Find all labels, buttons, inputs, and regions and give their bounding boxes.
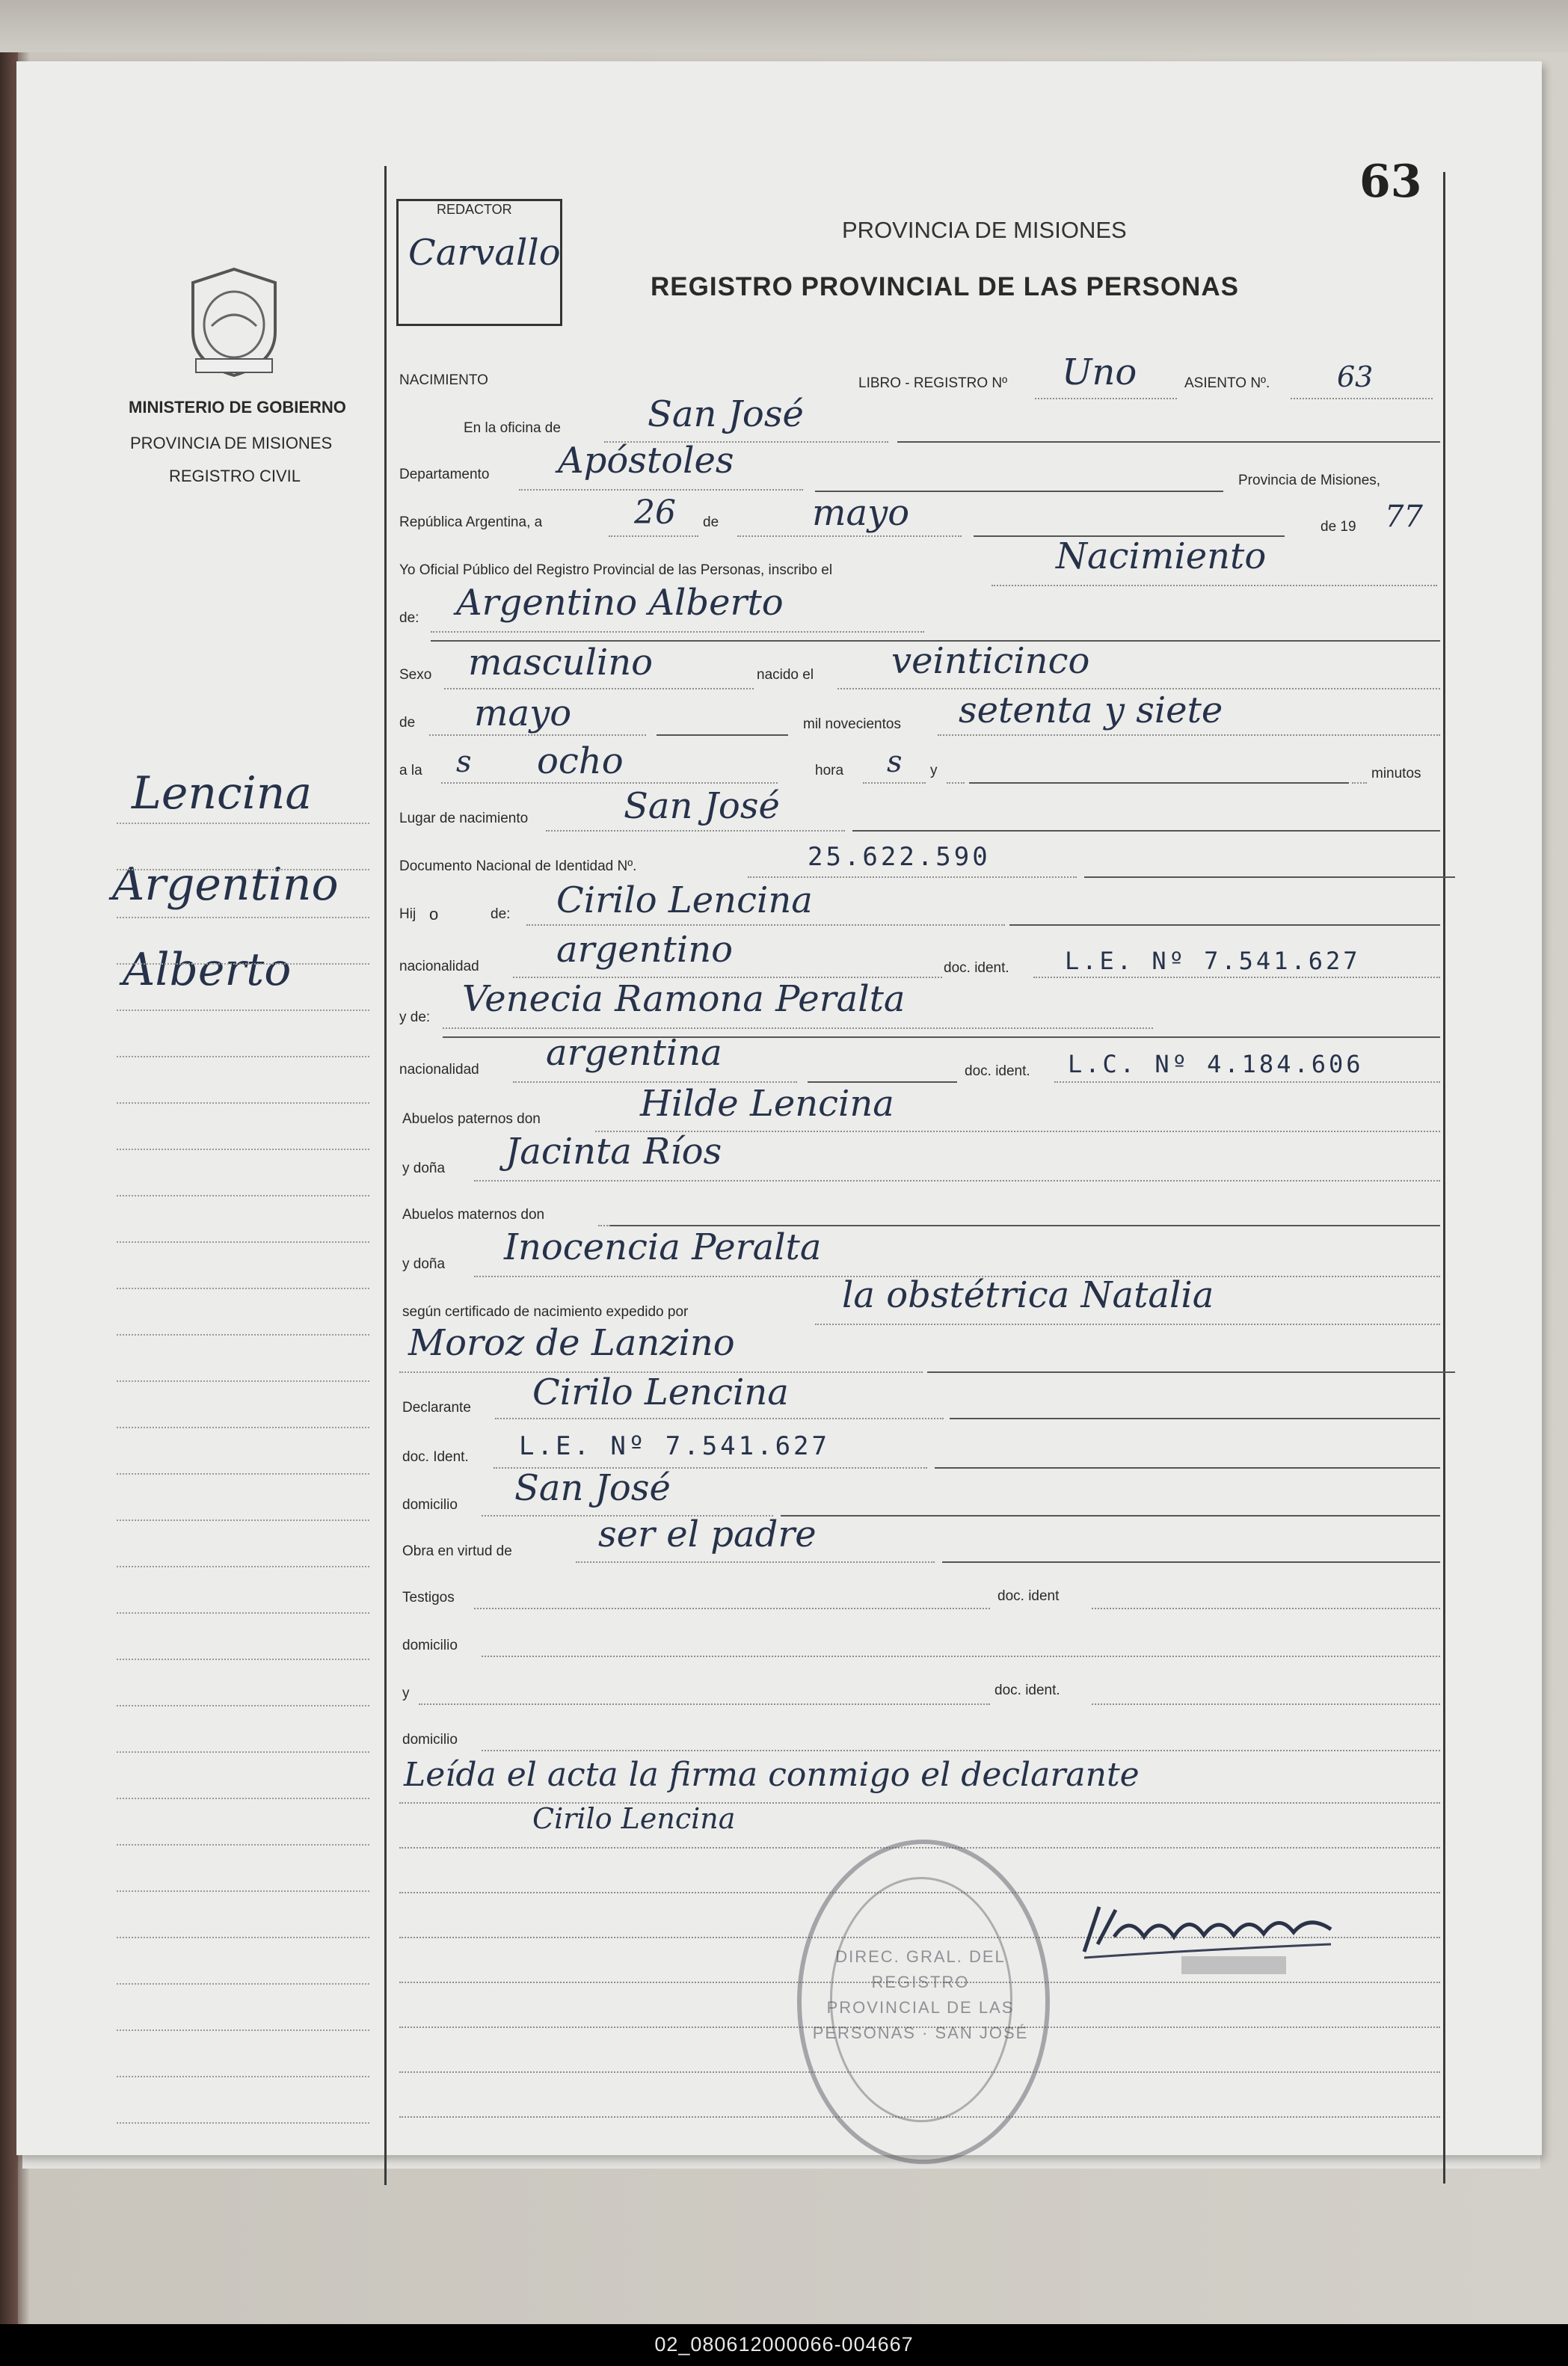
- y-de-label: y de:: [399, 1010, 431, 1025]
- margin-rule: [117, 1705, 369, 1706]
- anio-value: 77: [1385, 500, 1423, 534]
- book-spine: [0, 52, 18, 2341]
- scan-top-edge: [0, 0, 1568, 52]
- doc-madre-line: [1054, 1081, 1440, 1083]
- margin-rule: [117, 1520, 369, 1521]
- dia-value: 26: [634, 494, 676, 532]
- oficina-value: San José: [648, 393, 804, 435]
- hijo-suffix: o: [429, 905, 439, 924]
- minutos-line-dotted: [947, 782, 965, 784]
- closing-text: Leída el acta la firma conmigo el declarante: [404, 1756, 1140, 1794]
- declarante-value: Cirilo Lencina: [532, 1371, 789, 1413]
- certificado-2-value: Moroz de Lanzino: [408, 1322, 735, 1364]
- lugar-line-dotted: [546, 830, 845, 832]
- doc-ident-label: doc. ident.: [944, 960, 1009, 976]
- lugar-line: [852, 830, 1440, 832]
- dni-line: [1084, 876, 1455, 878]
- de2-label: de: [399, 715, 416, 731]
- hora-value-line: [441, 782, 778, 784]
- margin-rule: [117, 963, 369, 965]
- sexo-line: [444, 688, 754, 689]
- margin-rule: [117, 1566, 369, 1567]
- asiento-label: ASIENTO Nº.: [1184, 375, 1270, 391]
- margin-rule: [117, 1844, 369, 1846]
- doc-ident5-label: doc. ident.: [994, 1683, 1060, 1698]
- civil-registry-label: REGISTRO CIVIL: [169, 467, 301, 485]
- nombre-value: Argentino Alberto: [456, 582, 784, 624]
- padre-line: [1009, 924, 1440, 926]
- y-dona-label: y doña: [402, 1161, 446, 1176]
- sexo-label: Sexo: [399, 667, 432, 683]
- libro-value: Uno: [1062, 351, 1137, 393]
- margin-surname: Lencina: [132, 767, 313, 820]
- abuela-paterna-line: [474, 1180, 1440, 1182]
- anio-nac-line: [938, 734, 1440, 736]
- nacimiento-label: NACIMIENTO: [399, 372, 488, 388]
- provincia-misiones-label: Provincia de Misiones,: [1238, 473, 1381, 488]
- abuelos-paternos-label: Abuelos paternos don: [402, 1111, 541, 1127]
- de-label: de: [703, 514, 719, 530]
- page-number: 63: [1359, 156, 1422, 208]
- doc-declarante-line: [935, 1467, 1440, 1469]
- a-la-suffix: s: [456, 745, 472, 779]
- domicilio-label: domicilio: [402, 1497, 458, 1513]
- margin-rule: [117, 1288, 369, 1289]
- margin-rule: [117, 823, 369, 824]
- libro-line: [1035, 398, 1177, 399]
- nacionalidad-label: nacionalidad: [399, 959, 479, 974]
- asiento-line: [1291, 398, 1433, 399]
- ministry-label: MINISTERIO DE GOBIERNO: [129, 398, 346, 417]
- de3-label: de:: [491, 906, 511, 922]
- minutos-tail: [1352, 782, 1367, 784]
- doc-padre-value: L.E. Nº 7.541.627: [1065, 947, 1361, 975]
- margin-rule: [117, 1937, 369, 1938]
- doc-padre-line: [1033, 977, 1440, 978]
- testigos-line: [474, 1608, 990, 1609]
- departamento-label: Departamento: [399, 467, 490, 482]
- mes-value: mayo: [812, 492, 910, 534]
- margin-rule: [117, 869, 369, 870]
- abuelos-maternos-label: Abuelos maternos don: [402, 1207, 545, 1223]
- oficial-label: Yo Oficial Público del Registro Provincial de las Personas, inscribo el: [399, 562, 833, 578]
- y-label: y: [930, 763, 938, 778]
- margin-rule: [117, 1473, 369, 1475]
- oficina-line: [897, 441, 1440, 443]
- anio-nac-value: setenta y siete: [959, 689, 1223, 731]
- scan-id: 02_080612000066-004667: [654, 2333, 914, 2356]
- margin-rule: [117, 1890, 369, 1892]
- mil-novecientos-label: mil novecientos: [803, 716, 901, 732]
- nacionalidad2-label: nacionalidad: [399, 1062, 479, 1078]
- sexo-value: masculino: [468, 642, 654, 683]
- nac-padre-value: argentino: [556, 929, 734, 971]
- nacido-el-label: nacido el: [757, 667, 814, 683]
- doc-ident3-label: doc. Ident.: [402, 1449, 469, 1465]
- margin-rule: [117, 1983, 369, 1985]
- margin-rule: [117, 1612, 369, 1614]
- testigos-label: Testigos: [402, 1590, 455, 1606]
- a-la-label: a la: [399, 763, 422, 778]
- y-dona2-label: y doña: [402, 1256, 446, 1272]
- padre-value: Cirilo Lencina: [556, 879, 813, 921]
- de-19-label: de 19: [1320, 519, 1356, 535]
- stamp-text: DIREC. GRAL. DEL REGISTRO PROVINCIAL DE LAS PERSONAS · SAN JOSÉ: [812, 1947, 1029, 2042]
- oficina-label: En la oficina de: [464, 420, 561, 436]
- dni-value: 25.622.590: [808, 842, 991, 872]
- minutos-label: minutos: [1371, 766, 1421, 781]
- obra-line-dotted: [576, 1561, 935, 1563]
- domicilio3-label: domicilio: [402, 1732, 458, 1748]
- acto-line: [991, 585, 1437, 586]
- y2-label: y: [402, 1686, 410, 1701]
- dni-line-dotted: [748, 876, 1077, 878]
- header-province: PROVINCIA DE MISIONES: [842, 217, 1127, 243]
- official-signature-scribble: [1077, 1892, 1361, 1982]
- dia-line: [609, 535, 698, 537]
- declarante-label: Declarante: [402, 1400, 471, 1416]
- madre-line-dotted: [443, 1027, 1153, 1029]
- hora-value: ocho: [537, 740, 624, 782]
- doc-declarante-value: L.E. Nº 7.541.627: [519, 1431, 830, 1461]
- certificado-2-line: [927, 1371, 1455, 1373]
- margin-first-name: Argentino: [112, 858, 339, 911]
- margin-rule: [117, 2122, 369, 2124]
- madre-value: Venecia Ramona Peralta: [462, 978, 906, 1020]
- asiento-value: 63: [1337, 360, 1374, 393]
- margin-rule: [117, 1010, 369, 1011]
- dni-label: Documento Nacional de Identidad Nº.: [399, 858, 637, 874]
- right-form-border: [1443, 172, 1445, 2184]
- obra-value: ser el padre: [598, 1514, 817, 1555]
- margin-rule: [117, 917, 369, 918]
- margin-rule: [117, 1427, 369, 1428]
- margin-rule: [117, 2076, 369, 2077]
- acto-value: Nacimiento: [1056, 535, 1267, 577]
- mes-nac-value: mayo: [474, 692, 572, 734]
- hora-suffix-line: [863, 782, 926, 784]
- margin-rule: [117, 1334, 369, 1336]
- domicilio2-line: [482, 1656, 1440, 1657]
- departamento-value: Apóstoles: [558, 440, 734, 482]
- margin-rule: [117, 1102, 369, 1104]
- abuela-materna-value: Inocencia Peralta: [504, 1226, 822, 1268]
- padre-line-dotted: [526, 924, 1005, 926]
- margin-rule: [117, 1056, 369, 1057]
- margin-rule: [117, 2029, 369, 2031]
- domicilio-line: [781, 1515, 1440, 1517]
- domicilio2-label: domicilio: [402, 1638, 458, 1653]
- margin-rule: [117, 1659, 369, 1660]
- mes-nac-line-dotted: [429, 734, 646, 736]
- abuelo-paterno-line: [595, 1131, 1440, 1132]
- abuelo-paterno-value: Hilde Lencina: [640, 1083, 894, 1125]
- margin-second-name: Alberto: [123, 944, 292, 996]
- declarante-line-dotted: [495, 1418, 944, 1419]
- y2-doc-line: [1092, 1703, 1440, 1705]
- margin-rule: [117, 1798, 369, 1799]
- margin-rule: [117, 1149, 369, 1150]
- mes-nac-line: [657, 734, 788, 736]
- margin-rule: [117, 1195, 369, 1196]
- declarante-line: [950, 1418, 1440, 1419]
- province-label: PROVINCIA DE MISIONES: [130, 434, 333, 452]
- lugar-label: Lugar de nacimiento: [399, 811, 529, 826]
- provincial-emblem-icon: [185, 266, 283, 378]
- scan-footer-bar: [0, 2324, 1568, 2366]
- redactor-label: REDACTOR: [437, 202, 512, 217]
- margin-rule: [117, 1380, 369, 1382]
- nacido-el-value: veinticinco: [891, 640, 1090, 682]
- libro-label: LIBRO - REGISTRO Nº: [858, 375, 1008, 391]
- margin-rule: [117, 1751, 369, 1753]
- doc-ident4-label: doc. ident: [997, 1588, 1060, 1604]
- hijo-label: Hij: [399, 906, 416, 922]
- redactor-name: Carvallo: [408, 232, 561, 274]
- mes-line-dotted: [737, 535, 962, 537]
- nac-madre-value: argentina: [546, 1032, 722, 1074]
- de-colon-label: de:: [399, 610, 419, 626]
- left-form-border: [384, 166, 387, 2185]
- minutos-line: [969, 782, 1349, 784]
- segun-label: según certificado de nacimiento expedido por: [402, 1304, 689, 1320]
- header-title: REGISTRO PROVINCIAL DE LAS PERSONAS: [651, 272, 1239, 301]
- obra-line: [942, 1561, 1440, 1563]
- departamento-line-dotted: [519, 489, 803, 491]
- y2-line: [419, 1703, 990, 1705]
- testigos-doc-line: [1092, 1608, 1440, 1609]
- republica-label: República Argentina, a: [399, 514, 543, 530]
- doc-ident2-label: doc. ident.: [965, 1063, 1030, 1079]
- abuela-paterna-value: Jacinta Ríos: [505, 1131, 722, 1173]
- nombre-line-dotted: [431, 631, 924, 633]
- declarante-signature: Cirilo Lencina: [532, 1802, 736, 1835]
- lugar-value: San José: [624, 785, 780, 827]
- obra-label: Obra en virtud de: [402, 1543, 512, 1559]
- doc-madre-value: L.C. Nº 4.184.606: [1068, 1050, 1364, 1078]
- margin-rule: [117, 1241, 369, 1243]
- certificado-1-line: [815, 1324, 1440, 1325]
- hora-suffix: s: [887, 745, 903, 779]
- domicilio3-line: [482, 1750, 1440, 1751]
- hora-label: hora: [815, 763, 844, 778]
- domicilio-value: San José: [514, 1467, 671, 1509]
- certificado-1-value: la obstétrica Natalia: [842, 1274, 1214, 1316]
